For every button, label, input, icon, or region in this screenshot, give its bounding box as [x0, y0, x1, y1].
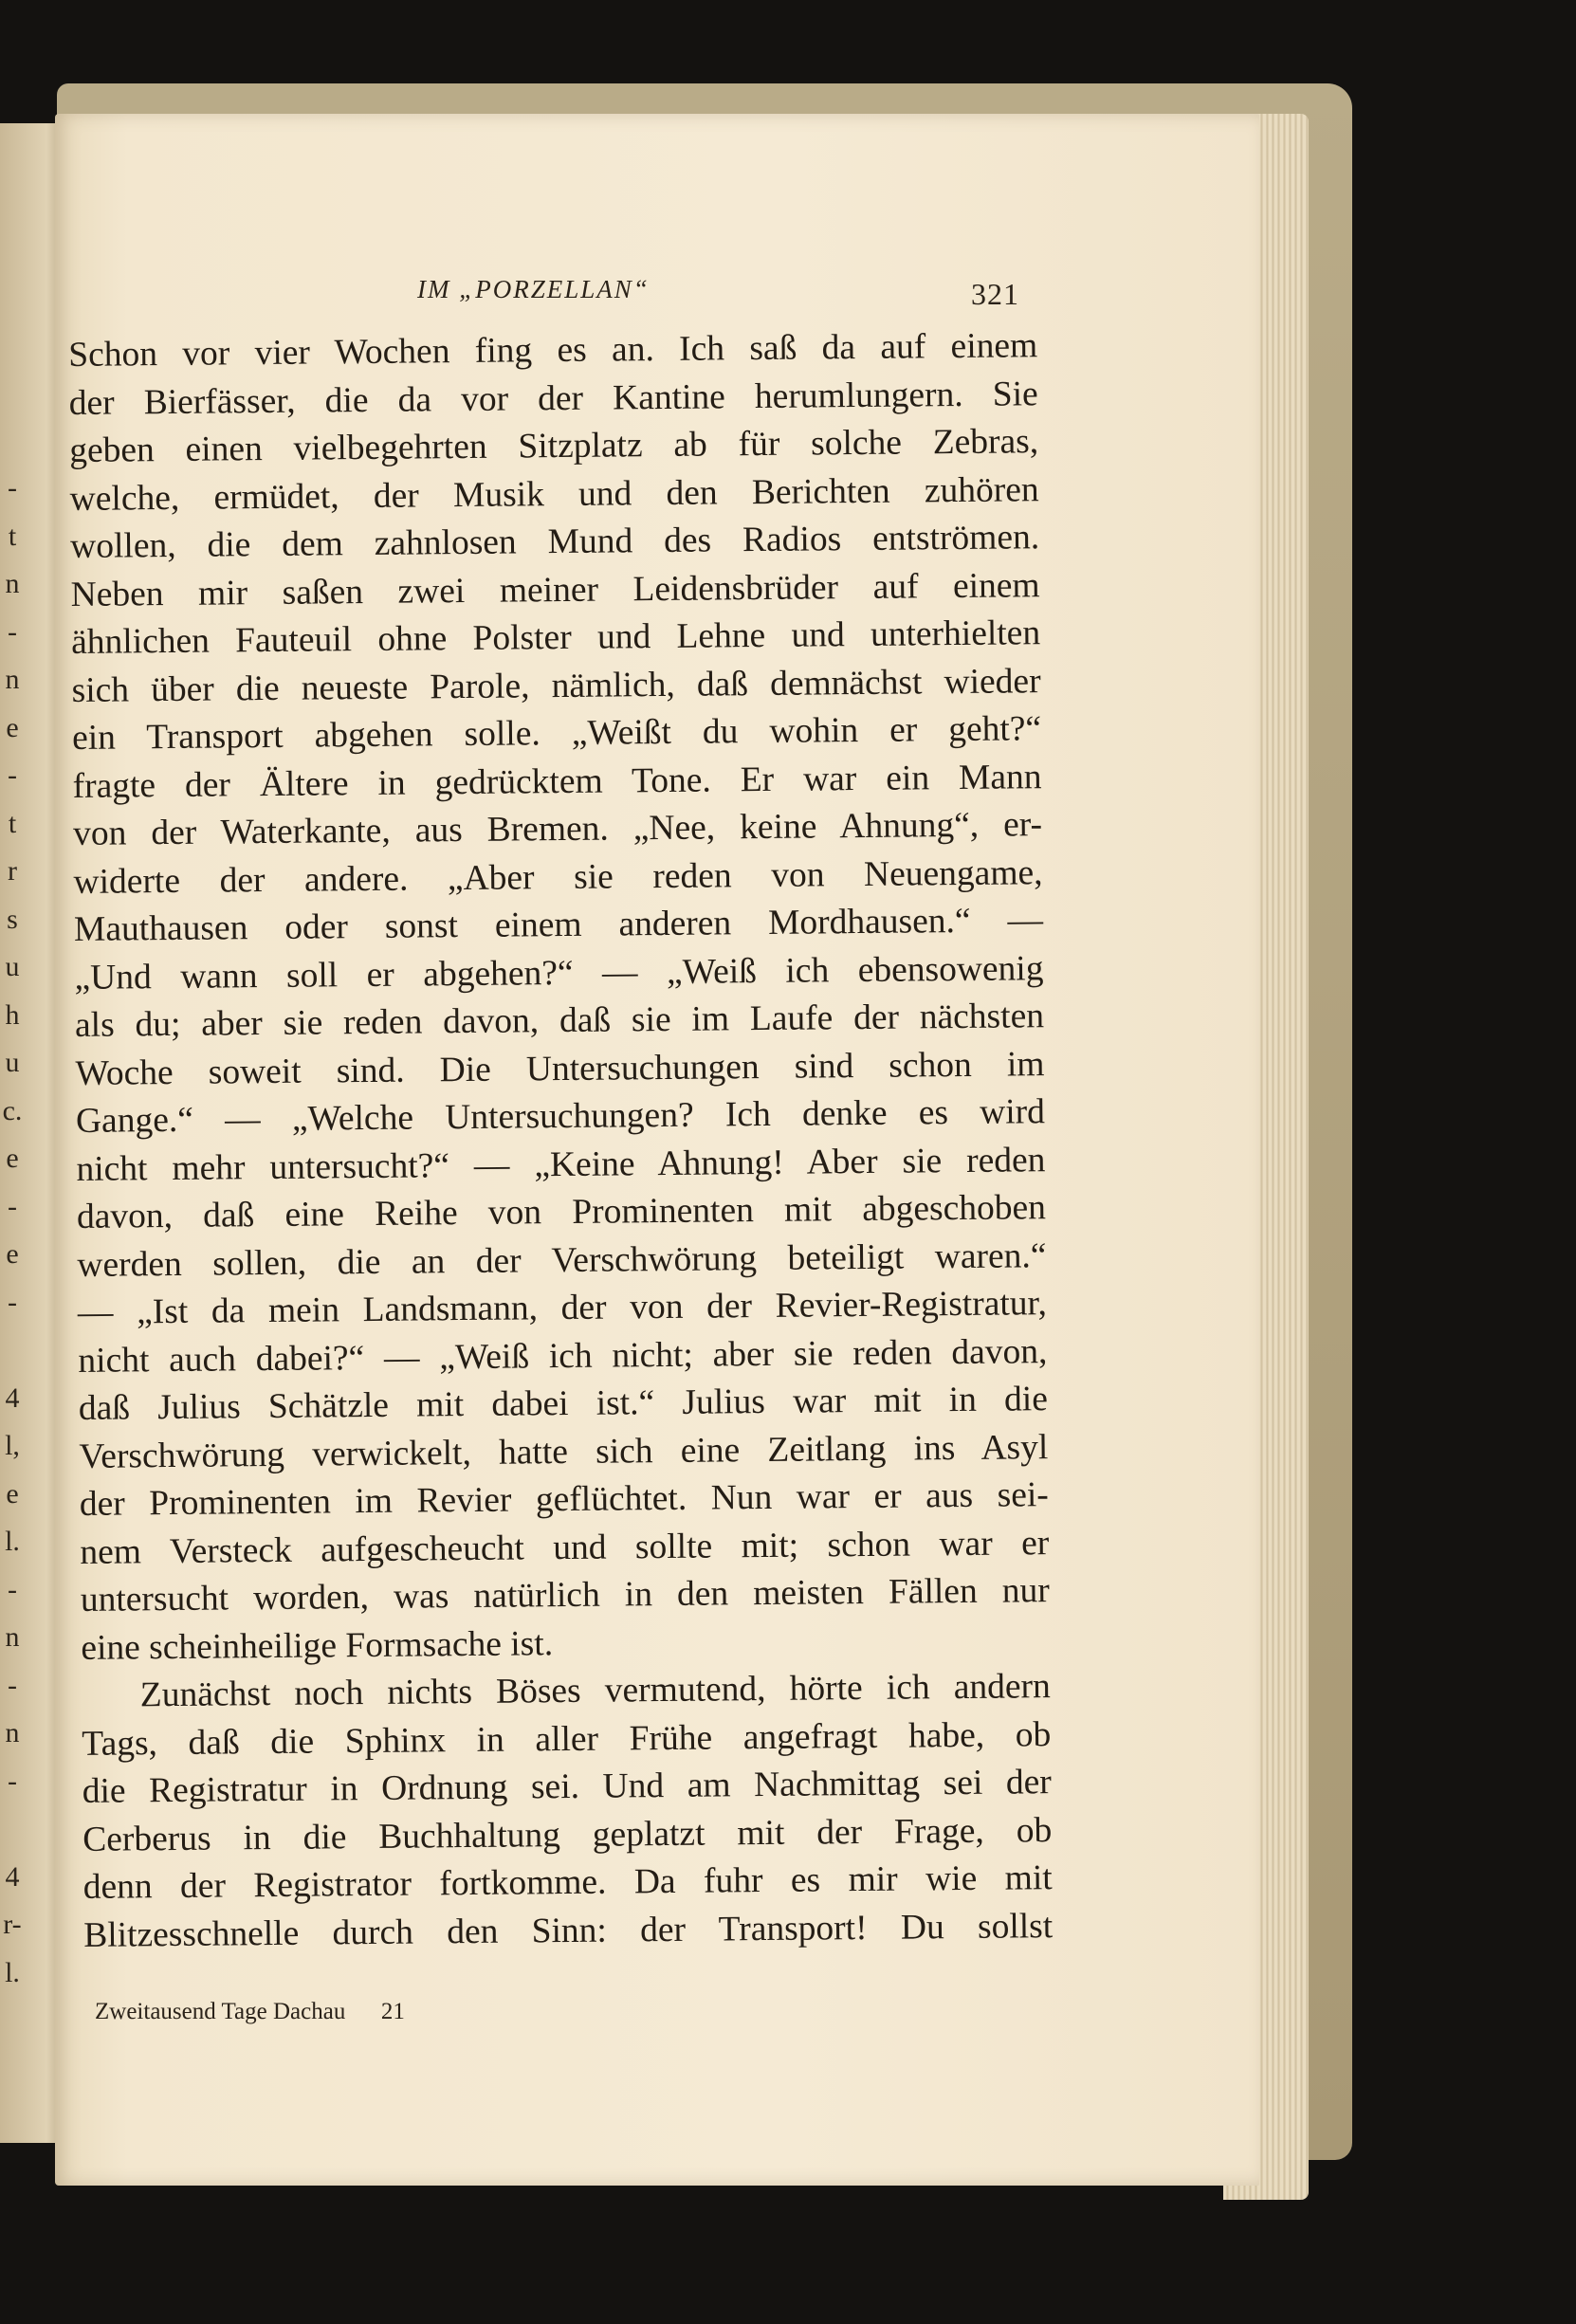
- margin-fragment: l,: [5, 1430, 20, 1461]
- margin-fragment: h: [5, 998, 20, 1031]
- margin-fragment: u: [5, 951, 20, 982]
- text-line: die Registratur in Ordnung sei. Und am Nachmittag sei der: [82, 1763, 1052, 1811]
- text-line: untersucht worden, was natürlich in den meisten Fällen nur: [80, 1571, 1050, 1619]
- running-head: IM „PORZELLAN“: [417, 275, 650, 303]
- text-line: von der Waterkante, aus Bremen. „Nee, keine Ahnung“, er-: [72, 805, 1043, 853]
- text-line: Zunächst noch nichts Böses vermutend, hörte ich andern: [139, 1667, 1051, 1715]
- text-line: Cerberus in die Buchhaltung geplatzt mit der Frage, ob: [82, 1810, 1053, 1859]
- text-line: welche, ermüdet, der Musik und den Berichten zuhören: [69, 469, 1039, 519]
- text-line: Mauthausen oder sonst einem anderen Mordhausen.“ —: [73, 901, 1044, 949]
- margin-fragment: -: [8, 759, 17, 791]
- margin-fragment: s: [7, 903, 18, 935]
- text-line: denn der Registrator fortkomme. Da fuhr es mir wie mit: [82, 1858, 1053, 1907]
- text-line: der Bierfässer, die da vor der Kantine herumlungern. Sie: [68, 374, 1038, 423]
- margin-fragment: t: [8, 807, 17, 839]
- margin-fragment: n: [5, 1717, 20, 1748]
- body-text: [68, 322, 1053, 1960]
- margin-fragment: r: [8, 855, 17, 887]
- margin-fragment: -: [8, 1573, 17, 1605]
- margin-fragment: [0, 1327, 25, 1375]
- text-line: ähnlichen Fauteuil ohne Polster und Lehne und unterhielten: [70, 613, 1041, 662]
- margin-fragment: -: [8, 472, 17, 503]
- text-line: geben einen vielbegehrten Sitzplatz ab für solche Zebras,: [69, 422, 1039, 470]
- margin-fragment: 4: [5, 1382, 20, 1414]
- text-line: Neben mir saßen zwei meiner Leidensbrüder auf einem: [70, 565, 1040, 614]
- margin-fragment: e: [6, 711, 19, 743]
- margin-fragment: e: [6, 1143, 19, 1174]
- page-number: 321: [971, 277, 1019, 311]
- margin-fragment: e: [6, 1238, 19, 1270]
- text-line: Woche soweit sind. Die Untersuchungen sind schon im: [75, 1044, 1045, 1093]
- margin-fragment: n: [5, 664, 20, 695]
- margin-fragment: -: [8, 615, 17, 648]
- text-line: Blitzesschnelle durch den Sinn: der Transport! Du sollst: [83, 1906, 1054, 1955]
- text-line: davon, daß eine Reihe von Prominenten mit abgeschoben: [76, 1188, 1047, 1236]
- margin-fragment: -: [8, 1190, 17, 1222]
- margin-fragment: n: [5, 1621, 20, 1653]
- margin-fragment: -: [8, 1669, 17, 1701]
- margin-fragment: n: [5, 568, 20, 599]
- text-line: der Prominenten im Revier geflüchtet. Nun war er aus sei-: [79, 1475, 1050, 1524]
- margin-fragment: r-: [3, 1909, 22, 1940]
- footer-signature: 21: [380, 1999, 405, 2024]
- text-line: nem Versteck aufgescheucht und sollte mit; schon war er: [80, 1523, 1050, 1572]
- text-line: Verschwörung verwickelt, hatte sich eine Zeitlang ins Asyl: [79, 1427, 1049, 1476]
- margin-fragment: c.: [2, 1094, 23, 1126]
- margin-fragment: 4: [5, 1860, 20, 1893]
- footer-title: Zweitausend Tage Dachau: [95, 1999, 346, 2024]
- margin-fragment: -: [8, 1286, 17, 1318]
- text-line: daß Julius Schätzle mit dabei ist.“ Julius war mit in die: [78, 1380, 1049, 1428]
- text-line: Schon vor vier Wochen fing es an. Ich saß da auf einem: [68, 326, 1038, 375]
- margin-fragment: u: [5, 1047, 20, 1078]
- left-page-line-fragments: [0, 465, 25, 1997]
- text-line: „Und wann soll er abgehen?“ — „Weiß ich ebensowenig: [74, 948, 1044, 997]
- margin-fragment: -: [8, 1765, 17, 1797]
- text-line: fragte der Ältere in gedrücktem Tone. Er war ein Mann: [72, 757, 1042, 806]
- margin-fragment: l.: [5, 1526, 20, 1557]
- text-line: Tags, daß die Sphinx in aller Frühe angefragt habe, ob: [82, 1714, 1052, 1764]
- text-line: sich über die neueste Parole, nämlich, daß demnächst wieder: [71, 661, 1041, 710]
- text-line: werden sollen, die an der Verschwörung beteiligt waren.“: [77, 1235, 1047, 1285]
- footer-note: [95, 1999, 405, 2025]
- text-line: — „Ist da mein Landsmann, der von der Revier-Registratur,: [77, 1284, 1048, 1332]
- margin-fragment: l.: [5, 1956, 20, 1988]
- text-line: nicht auch dabei?“ — „Weiß ich nicht; aber sie reden davon,: [78, 1331, 1048, 1381]
- text-line: widerte der andere. „Aber sie reden von Neuengame,: [73, 852, 1043, 902]
- text-line: eine scheinheilige Formsache ist.: [81, 1623, 554, 1668]
- margin-fragment: [0, 1805, 25, 1854]
- margin-fragment: e: [6, 1477, 19, 1510]
- margin-fragment: t: [8, 520, 17, 552]
- text-line: nicht mehr untersucht?“ — „Keine Ahnung! Aber sie reden: [76, 1140, 1046, 1189]
- text-line: wollen, die dem zahnlosen Mund des Radios entströmen.: [69, 518, 1040, 566]
- text-line: ein Transport abgehen solle. „Weißt du wohin er geht?“: [71, 709, 1042, 758]
- text-line: als du; aber sie reden davon, daß sie im Laufe der nächsten: [74, 997, 1045, 1045]
- text-line: Gange.“ — „Welche Untersuchungen? Ich denke es wird: [75, 1092, 1046, 1141]
